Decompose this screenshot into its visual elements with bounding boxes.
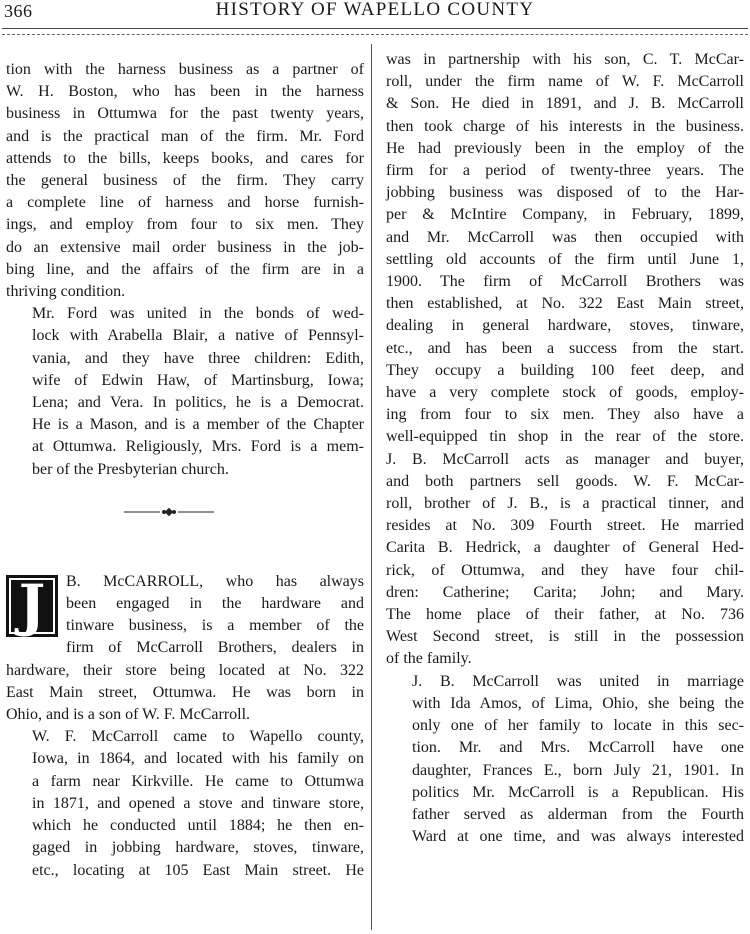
text-line: daughter, Frances E., born July 21, 1901. In xyxy=(412,761,744,779)
text-line: dealing in general hardware, stoves, tinware, xyxy=(386,317,744,335)
text-line: tinware business, is a member of the xyxy=(66,617,364,635)
text-line: then took charge of his interests in the business. xyxy=(386,117,744,135)
text-line: firm for a period of twenty-three years. The xyxy=(386,162,744,180)
header-rule xyxy=(2,28,748,29)
text-line: Lena; and Vera. In politics, he is a Democrat. xyxy=(32,394,364,412)
text-line: The home place of their father, at No. 736 xyxy=(386,606,744,624)
text-line: the general business of the firm. They carry xyxy=(6,172,364,190)
text-line: at Ottumwa. Religiously, Mrs. Ford is a mem- xyxy=(32,438,364,456)
text-line: 1900. The firm of McCarroll Brothers was xyxy=(386,273,744,291)
text-line: B. McCARROLL, who has always xyxy=(66,572,364,590)
text-line: J. B. McCarroll acts as manager and buyer, xyxy=(386,450,744,468)
text-line: Iowa, in 1864, and located with his family on xyxy=(32,750,364,768)
text-line: hardware, their store being located at No. 322 xyxy=(6,661,364,679)
paragraph-jb-marriage xyxy=(386,671,744,849)
text-line: ings, and employ from four to six men. They xyxy=(6,216,364,234)
text-line: in 1871, and opened a stove and tinware store, xyxy=(32,794,364,812)
text-line: gaged in jobbing hardware, stoves, tinware, xyxy=(32,839,364,857)
left-column xyxy=(6,59,364,882)
page-header xyxy=(0,0,750,40)
text-line: jobbing business was disposed of to the Har- xyxy=(386,184,744,202)
text-line: per & McIntire Company, in February, 1899, xyxy=(386,206,744,224)
text-line: etc., and has been a success from the start. xyxy=(386,339,744,357)
text-line: and both partners sell goods. W. F. McCar- xyxy=(386,472,744,490)
section-ornament xyxy=(6,481,364,541)
text-line: settling old accounts of the firm until June 1, xyxy=(386,250,744,268)
paragraph-ford-family xyxy=(6,303,364,481)
text-line: attends to the bills, keeps books, and cares for xyxy=(6,149,364,167)
column-divider xyxy=(371,44,372,930)
text-line: Ward at one time, and was always interested xyxy=(412,828,744,846)
text-line: W. F. McCarroll came to Wapello county, xyxy=(32,728,364,746)
text-line: tion with the harness business as a partner of xyxy=(6,61,364,78)
text-line: bing line, and the affairs of the firm are in a xyxy=(6,260,364,278)
text-line: West Second street, is still in the possession xyxy=(386,628,744,646)
paragraph-mccarroll-brothers xyxy=(386,49,744,671)
text-line: J. B. McCarroll was united in marriage xyxy=(412,672,744,690)
drop-cap-initial: J xyxy=(6,575,58,637)
text-line: thriving condition. xyxy=(6,283,126,301)
paragraph-harness-business xyxy=(6,59,364,303)
text-line: Carita B. Hedrick, a daughter of General Hed- xyxy=(386,539,744,557)
header-rule-dashed xyxy=(2,34,748,35)
right-column xyxy=(386,49,744,848)
text-line: wife of Edwin Haw, of Martinsburg, Iowa; xyxy=(32,371,364,389)
text-line: They occupy a building 100 feet deep, and xyxy=(386,361,744,379)
text-line: vania, and they have three children: Edith, xyxy=(32,349,364,367)
text-line: father served as alderman from the Fourth xyxy=(412,805,744,823)
paragraph-mccarroll-intro xyxy=(66,571,364,660)
text-line: which he conducted until 1884; he then en- xyxy=(32,817,364,835)
text-line: a complete line of harness and horse furnish- xyxy=(6,194,364,212)
text-line: have a very complete stock of goods, employ- xyxy=(386,384,744,402)
text-line: only one of her family to locate in this sec- xyxy=(412,717,744,735)
text-line: He had previously been in the employ of the xyxy=(386,139,744,157)
text-line: well-equipped tin shop in the rear of the store. xyxy=(386,428,744,446)
text-line: with Ida Amos, of Lima, Ohio, she being the xyxy=(412,694,744,712)
text-line: and Mr. McCarroll was then occupied with xyxy=(386,228,744,246)
paragraph-mccarroll-intro-cont xyxy=(6,660,364,727)
text-line: Ohio, and is a son of W. F. McCarroll. xyxy=(6,706,251,724)
text-line: was in partnership with his son, C. T. McCar- xyxy=(386,51,744,68)
page-number: 366 xyxy=(4,1,33,21)
text-line: tion. Mr. and Mrs. McCarroll have one xyxy=(412,739,744,757)
biography-mccarroll xyxy=(6,571,364,726)
text-line: resides at No. 309 Fourth street. He married xyxy=(386,517,744,535)
text-line: then established, at No. 322 East Main street, xyxy=(386,295,744,313)
text-line: rick, of Ottumwa, and they have four chil- xyxy=(386,561,744,579)
text-line: etc., locating at 105 East Main street. He xyxy=(32,861,364,879)
text-line: He is a Mason, and is a member of the Chapter xyxy=(32,416,364,434)
text-line: ing from four to six men. They also have a xyxy=(386,406,744,424)
text-line: & Son. He died in 1891, and J. B. McCarroll xyxy=(386,95,744,113)
text-line: roll, brother of J. B., is a practical tinner, and xyxy=(386,495,744,513)
text-line: dren: Catherine; Carita; John; and Mary. xyxy=(386,583,744,601)
text-line: roll, under the firm name of W. F. McCarroll xyxy=(386,73,744,91)
running-head: HISTORY OF WAPELLO COUNTY xyxy=(215,0,535,20)
text-line: East Main street, Ottumwa. He was born in xyxy=(6,683,364,701)
text-line: lock with Arabella Blair, a native of Pennsyl- xyxy=(32,327,364,345)
text-line: been engaged in the hardware and xyxy=(66,595,364,613)
text-line: and is the practical man of the firm. Mr. Ford xyxy=(6,127,364,145)
text-line: of the family. xyxy=(386,650,472,668)
text-line: firm of McCarroll Brothers, dealers in xyxy=(66,639,364,657)
ornament-icon xyxy=(124,507,214,517)
text-line: W. H. Boston, who has been in the harness xyxy=(6,83,364,101)
text-line: do an extensive mail order business in the job- xyxy=(6,238,364,256)
paragraph-wf-mccarroll xyxy=(6,726,364,881)
text-line: a farm near Kirkville. He came to Ottumwa xyxy=(32,772,364,790)
text-line: politics Mr. McCarroll is a Republican. His xyxy=(412,783,744,801)
text-line: ber of the Presbyterian church. xyxy=(32,460,229,478)
text-line: Mr. Ford was united in the bonds of wed- xyxy=(32,305,364,323)
text-line: business in Ottumwa for the past twenty years, xyxy=(6,105,364,123)
